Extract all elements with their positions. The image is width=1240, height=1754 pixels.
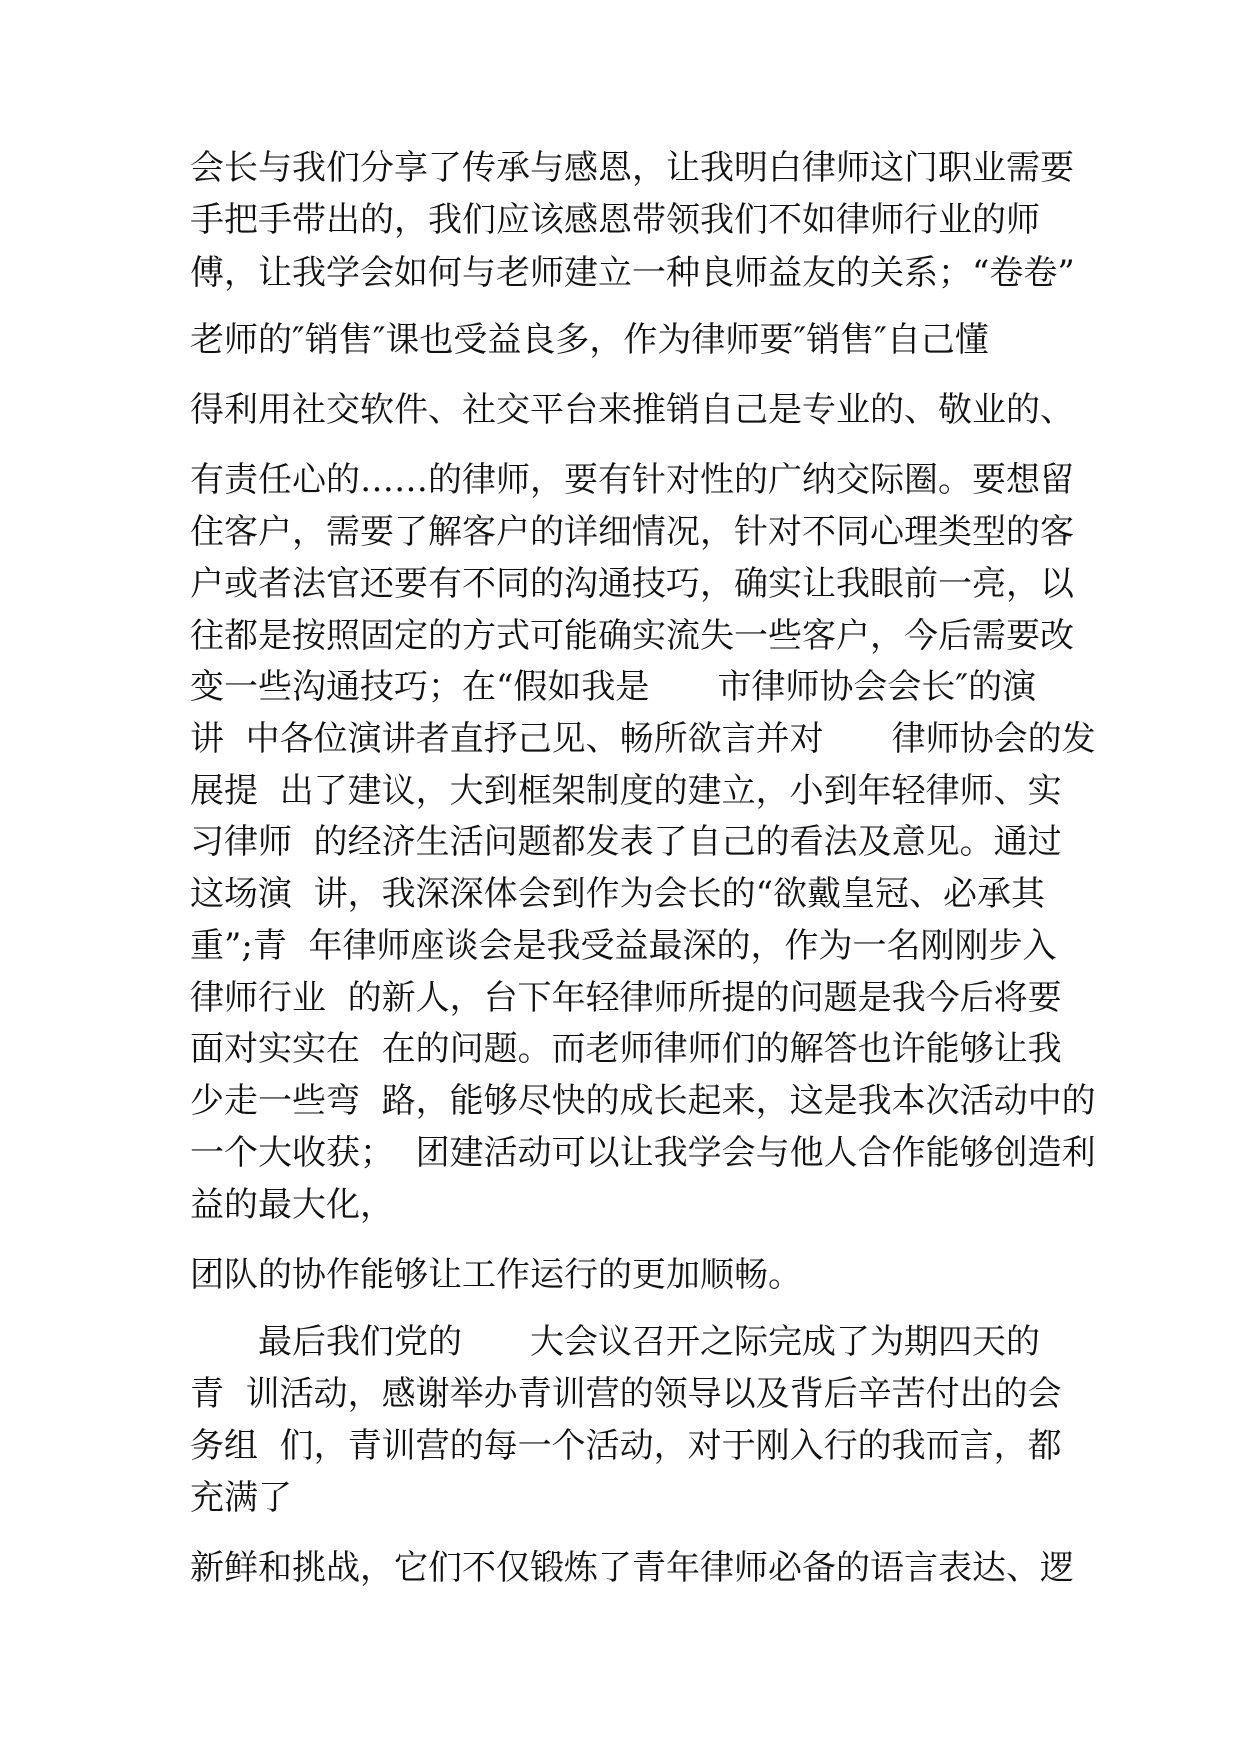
text-line: 讲 中各位演讲者直抒己见、畅所欲言并对 律师协会的发: [190, 719, 1096, 759]
text-line: 往都是按照固定的方式可能确实流失一些客户，今后需要改: [190, 616, 1074, 656]
text-line: 重”;青 年律师座谈会是我受益最深的，作为一名刚刚步入: [190, 926, 1057, 966]
text-line: 面对实实在 在的问题。而老师律师们的解答也许能够让我: [190, 1029, 1062, 1069]
text-line: 得利用社交软件、社交平台来推销自己是专业的、敬业的、: [190, 390, 1074, 430]
text-line: 展提 出了建议，大到框架制度的建立，小到年轻律师、实: [190, 771, 1062, 811]
text-line: 有责任心的……的律师，要有针对性的广纳交际圈。要想留: [190, 460, 1074, 500]
text-line: 律师行业 的新人，台下年轻律师所提的问题是我今后将要: [190, 978, 1062, 1018]
text-line: 青 训活动，感谢举办青训营的领导以及背后辛苦付出的会: [190, 1374, 1062, 1414]
text-line: 这场演 讲，我深深体会到作为会长的“欲戴皇冠、必承其: [190, 874, 1045, 914]
text-line: 一个大收获； 团建活动可以让我学会与他人合作能够创造利: [190, 1133, 1096, 1173]
text-line: 户或者法官还要有不同的沟通技巧，确实让我眼前一亮，以: [190, 564, 1074, 604]
text-line: 务组 们，青训营的每一个活动，对于刚入行的我而言，都: [190, 1426, 1062, 1466]
text-line: 变一些沟通技巧；在“假如我是 市律师协会会长″的演: [190, 667, 1037, 707]
text-line: 少走一些弯 路，能够尽快的成长起来，这是我本次活动中的: [190, 1081, 1096, 1121]
text-line: 会长与我们分享了传承与感恩，让我明白律师这门职业需要: [190, 148, 1074, 188]
text-line: 傅，让我学会如何与老师建立一种良师益友的关系；“卷卷”: [190, 253, 1075, 293]
text-line: 最后我们党的 大会议召开之际完成了为期四天的: [190, 1322, 1040, 1362]
text-line: 习律师 的经济生活问题都发表了自己的看法及意见。通过: [190, 822, 1062, 862]
text-line: 住客户，需要了解客户的详细情况，针对不同心理类型的客: [190, 512, 1074, 552]
text-line: 团队的协作能够让工作运行的更加顺畅。: [190, 1255, 802, 1295]
text-line: 老师的″销售″课也受益良多，作为律师要″销售″自己懂: [190, 320, 989, 360]
text-line: 益的最大化，: [190, 1185, 394, 1225]
text-line: 充满了: [190, 1478, 292, 1518]
text-line: 新鲜和挑战，它们不仅锻炼了青年律师必备的语言表达、逻: [190, 1548, 1074, 1588]
text-line: 手把手带出的，我们应该感恩带领我们不如律师行业的师: [190, 200, 1040, 240]
